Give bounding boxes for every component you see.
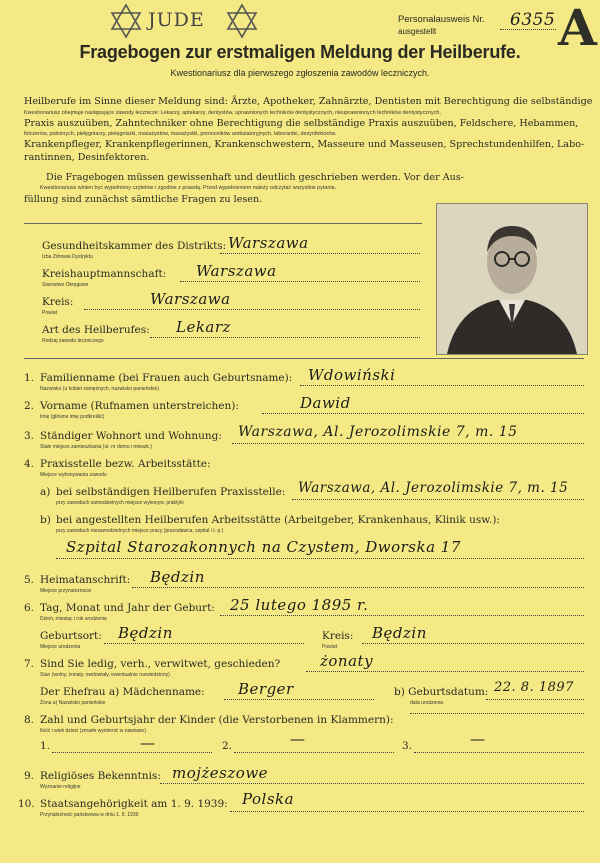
ausweis-underline bbox=[500, 29, 556, 30]
q7-label: Sind Sie ledig, verh., verwitwet, geschieden? bbox=[40, 658, 281, 670]
q3-line bbox=[232, 443, 584, 444]
intro-line-2: Praxis auszuüben, Zahntechniker ohne Berechtigung die selbständige Praxis auszuüben, Feldschere, Hebammen, bbox=[24, 118, 579, 129]
field-kreis-label: Kreis: bbox=[42, 296, 74, 308]
field-kreis-sub: Powiat bbox=[42, 310, 58, 316]
q7-wife-birth-sub: data urodzenia bbox=[410, 700, 444, 706]
q8-child-1-label: 1. bbox=[40, 740, 51, 752]
category-letter: A bbox=[558, 0, 597, 57]
q1-sub: Nazwisko (u kobiet zamężnych, nazwisko panieńskie) bbox=[40, 386, 159, 392]
field-health-chamber-sub: Izba Zdrowia Dystryktu bbox=[42, 254, 93, 260]
q1-line bbox=[300, 385, 584, 386]
ausweis-sub: ausgestellt bbox=[398, 27, 437, 36]
field-profession-label: Art des Heilberufes: bbox=[42, 324, 150, 336]
q4-number: 4. bbox=[24, 458, 35, 470]
q2-label: Vorname (Rufnamen unterstreichen): bbox=[40, 400, 239, 412]
q4b-label: bei angestellten Heilberufen Arbeitsstätte (Arbeitgeber, Krankenhaus, Klinik usw.): bbox=[56, 514, 500, 526]
q6-kreis-label: Kreis: bbox=[322, 630, 354, 642]
field-kreishauptmannschaft-value[interactable]: Warszawa bbox=[196, 262, 277, 280]
q9-label: Religiöses Bekenntnis: bbox=[40, 770, 161, 782]
ausweis-label: Personalausweis Nr. bbox=[398, 14, 485, 25]
q4b-line bbox=[56, 558, 584, 559]
q6-sub: Dzień, miesiąc i rok urodzenia bbox=[40, 616, 107, 622]
q4b-value[interactable]: Szpital Starozakonnych na Czystem, Dworska 17 bbox=[66, 538, 461, 556]
q7-wife-label: Der Ehefrau a) Mädchenname: bbox=[40, 686, 205, 698]
q1-number: 1. bbox=[24, 372, 35, 384]
q3-value[interactable]: Warszawa, Al. Jerozolimskie 7, m. 15 bbox=[238, 424, 518, 440]
q8-child-2-value[interactable]: — bbox=[290, 730, 306, 748]
q7-number: 7. bbox=[24, 658, 35, 670]
q6-birthplace-value[interactable]: Będzin bbox=[118, 624, 173, 642]
q6-label: Tag, Monat und Jahr der Geburt: bbox=[40, 602, 215, 614]
field-kreishauptmannschaft-sub: Starostwo Okręgowe bbox=[42, 282, 89, 288]
q6-birthplace-label: Geburtsort: bbox=[40, 630, 102, 642]
q4a-sub: przy zawodach samodzielnych miejsce wykonyw. praktyki bbox=[56, 500, 184, 506]
form-subtitle: Kwestionariusz dla pierwszego zgłoszenia zawodów leczniczych. bbox=[170, 68, 430, 78]
q4a-value[interactable]: Warszawa, Al. Jerozolimskie 7, m. 15 bbox=[298, 480, 569, 496]
instructions-line-1-pl: Kwestionariusz winien być wypełniony czytelnie i zgodnie z prawdą. Przed wypełnieniem należy odczytać wszystkie pytania. bbox=[40, 185, 337, 191]
q3-number: 3. bbox=[24, 430, 35, 442]
q9-line bbox=[160, 783, 584, 784]
q6-kreis-value[interactable]: Będzin bbox=[372, 624, 427, 642]
intro-line-3: Krankenpfleger, Krankenpflegerinnen, Krankenschwestern, Masseure und Masseusen, Sprechstundenhilfen, Labo- bbox=[24, 139, 585, 150]
q6-number: 6. bbox=[24, 602, 35, 614]
q2-line bbox=[262, 413, 584, 414]
q4a-number: a) bbox=[40, 486, 51, 498]
q8-sub: Ilość i wiek dzieci (zmarłe wymienić w nawiasie) bbox=[40, 728, 146, 734]
q10-line bbox=[230, 811, 584, 812]
field-kreis-line bbox=[84, 309, 420, 310]
field-health-chamber-label: Gesundheitskammer des Distrikts: bbox=[42, 240, 227, 252]
q6-kreis-line bbox=[362, 643, 584, 644]
q7-wife-birth-label: b) Geburtsdatum: bbox=[394, 686, 489, 698]
q3-sub: Stałe miejsce zamieszkania (ul. nr domu i mieszk.) bbox=[40, 444, 152, 450]
q7-wife-value[interactable]: Berger bbox=[238, 680, 294, 698]
q6-line bbox=[220, 615, 584, 616]
q7-line bbox=[306, 671, 584, 672]
q6-birthplace-sub: Miejsce urodzenia bbox=[40, 644, 81, 650]
q9-number: 9. bbox=[24, 770, 35, 782]
field-health-chamber-value[interactable]: Warszawa bbox=[228, 234, 309, 252]
q10-sub: Przynależność państwowa w dniu 1. 9. 1939 bbox=[40, 812, 139, 818]
q2-number: 2. bbox=[24, 400, 35, 412]
q1-label: Familienname (bei Frauen auch Geburtsname): bbox=[40, 372, 293, 384]
q4-label: Praxisstelle bezw. Arbeitsstätte: bbox=[40, 458, 211, 470]
intro-line-2-pl: felczerów, położnych, pielęgniarzy, pielęgniarki, masażystów, masażystki, pomocników ambulatoryjnych, laborantki, dezynfektorów. bbox=[24, 131, 337, 137]
q2-value[interactable]: Dawid bbox=[300, 394, 351, 412]
q8-child-3-line bbox=[414, 752, 584, 753]
q8-label: Zahl und Geburtsjahr der Kinder (die Verstorbenen in Klammern): bbox=[40, 714, 394, 726]
q10-value[interactable]: Polska bbox=[242, 790, 295, 808]
q7-wife-birth-line bbox=[486, 699, 584, 700]
form-title: Fragebogen zur erstmaligen Meldung der Heilberufe. bbox=[79, 42, 521, 62]
star-of-david-left-icon bbox=[108, 3, 144, 39]
q8-number: 8. bbox=[24, 714, 35, 726]
q4a-label: bei selbständigen Heilberufen Praxisstelle: bbox=[56, 486, 286, 498]
field-kreishauptmannschaft-line bbox=[180, 281, 420, 282]
field-health-chamber-line bbox=[220, 253, 420, 254]
q5-value[interactable]: Będzin bbox=[150, 568, 205, 586]
divider-top bbox=[24, 223, 422, 224]
star-of-david-right-icon bbox=[224, 3, 260, 39]
q8-line bbox=[410, 713, 584, 714]
ausweis-number: 6355 bbox=[510, 10, 556, 30]
q4b-number: b) bbox=[40, 514, 51, 526]
q1-value[interactable]: Wdowiński bbox=[308, 366, 396, 384]
q7-wife-birth-value[interactable]: 22. 8. 1897 bbox=[494, 680, 574, 695]
q8-child-2-label: 2. bbox=[222, 740, 233, 752]
q5-sub: Miejsce przynależności bbox=[40, 588, 92, 594]
q6-kreis-sub: Powiat bbox=[322, 644, 338, 650]
q9-value[interactable]: mojżeszowe bbox=[172, 764, 269, 782]
q10-label: Staatsangehörigkeit am 1. 9. 1939: bbox=[40, 798, 228, 810]
q8-child-3-label: 3. bbox=[402, 740, 413, 752]
divider-middle bbox=[24, 358, 584, 359]
field-profession-value[interactable]: Lekarz bbox=[176, 318, 231, 336]
q9-sub: Wyznanie religijne bbox=[40, 784, 81, 790]
field-profession-line bbox=[150, 337, 420, 338]
intro-line-1: Heilberufe im Sinne dieser Meldung sind: Ärzte, Apotheker, Zahnärzte, Dentisten mit Berechtigung die selbständige bbox=[24, 96, 593, 107]
field-profession-sub: Rodzaj zawodu leczniczego bbox=[42, 338, 104, 344]
intro-line-4: rantinnen, Desinfektoren. bbox=[24, 152, 150, 163]
q10-number: 10. bbox=[18, 798, 35, 810]
instructions-line-2: füllung sind zunächst sämtliche Fragen zu lesen. bbox=[24, 194, 263, 205]
portrait-photo bbox=[436, 203, 588, 355]
field-kreishauptmannschaft-label: Kreishauptmannschaft: bbox=[42, 268, 167, 280]
q8-child-1-value[interactable]: — bbox=[140, 734, 156, 752]
q8-child-1-line bbox=[52, 752, 212, 753]
q2-sub: Imię (główne imię podkreślić) bbox=[40, 414, 105, 420]
q5-line bbox=[132, 587, 584, 588]
q6-birthplace-line bbox=[104, 643, 304, 644]
q5-label: Heimatanschrift: bbox=[40, 574, 131, 586]
q7-wife-line bbox=[224, 699, 374, 700]
q6-value[interactable]: 25 lutego 1895 r. bbox=[230, 596, 369, 614]
q4b-sub: przy zawodach niesamodzielnych miejsce pracy (pracodawca, szpital i t. p.) bbox=[56, 528, 224, 534]
q4a-line bbox=[292, 499, 584, 500]
q4-sub: Miejsce wykonywania zawodu bbox=[40, 472, 107, 478]
q8-child-3-value[interactable]: — bbox=[470, 730, 486, 748]
q7-value[interactable]: żonaty bbox=[320, 652, 374, 670]
q3-label: Ständiger Wohnort und Wohnung: bbox=[40, 430, 222, 442]
q7-wife-sub: Żona a) Nazwisko panieńskie bbox=[40, 700, 106, 706]
q5-number: 5. bbox=[24, 574, 35, 586]
intro-line-1-pl: Kwestionariusz obejmuje następujące zawody lecznicze: Lekarzy, aptekarzy, dentystów, uprawnionych techników dentystycznych, nieuprawnionych techników dentystycznych, bbox=[24, 110, 441, 116]
instructions-line-1: Die Fragebogen müssen gewissenhaft und deutlich geschrieben werden. Vor der Aus- bbox=[46, 172, 464, 183]
field-kreis-value[interactable]: Warszawa bbox=[150, 290, 231, 308]
q8-child-2-line bbox=[234, 752, 394, 753]
jude-stamp: JUDE bbox=[148, 9, 205, 31]
q7-sub: Stan (wolny, żonaty, owdowiały, ewentualnie rozwiedziony) bbox=[40, 672, 170, 678]
